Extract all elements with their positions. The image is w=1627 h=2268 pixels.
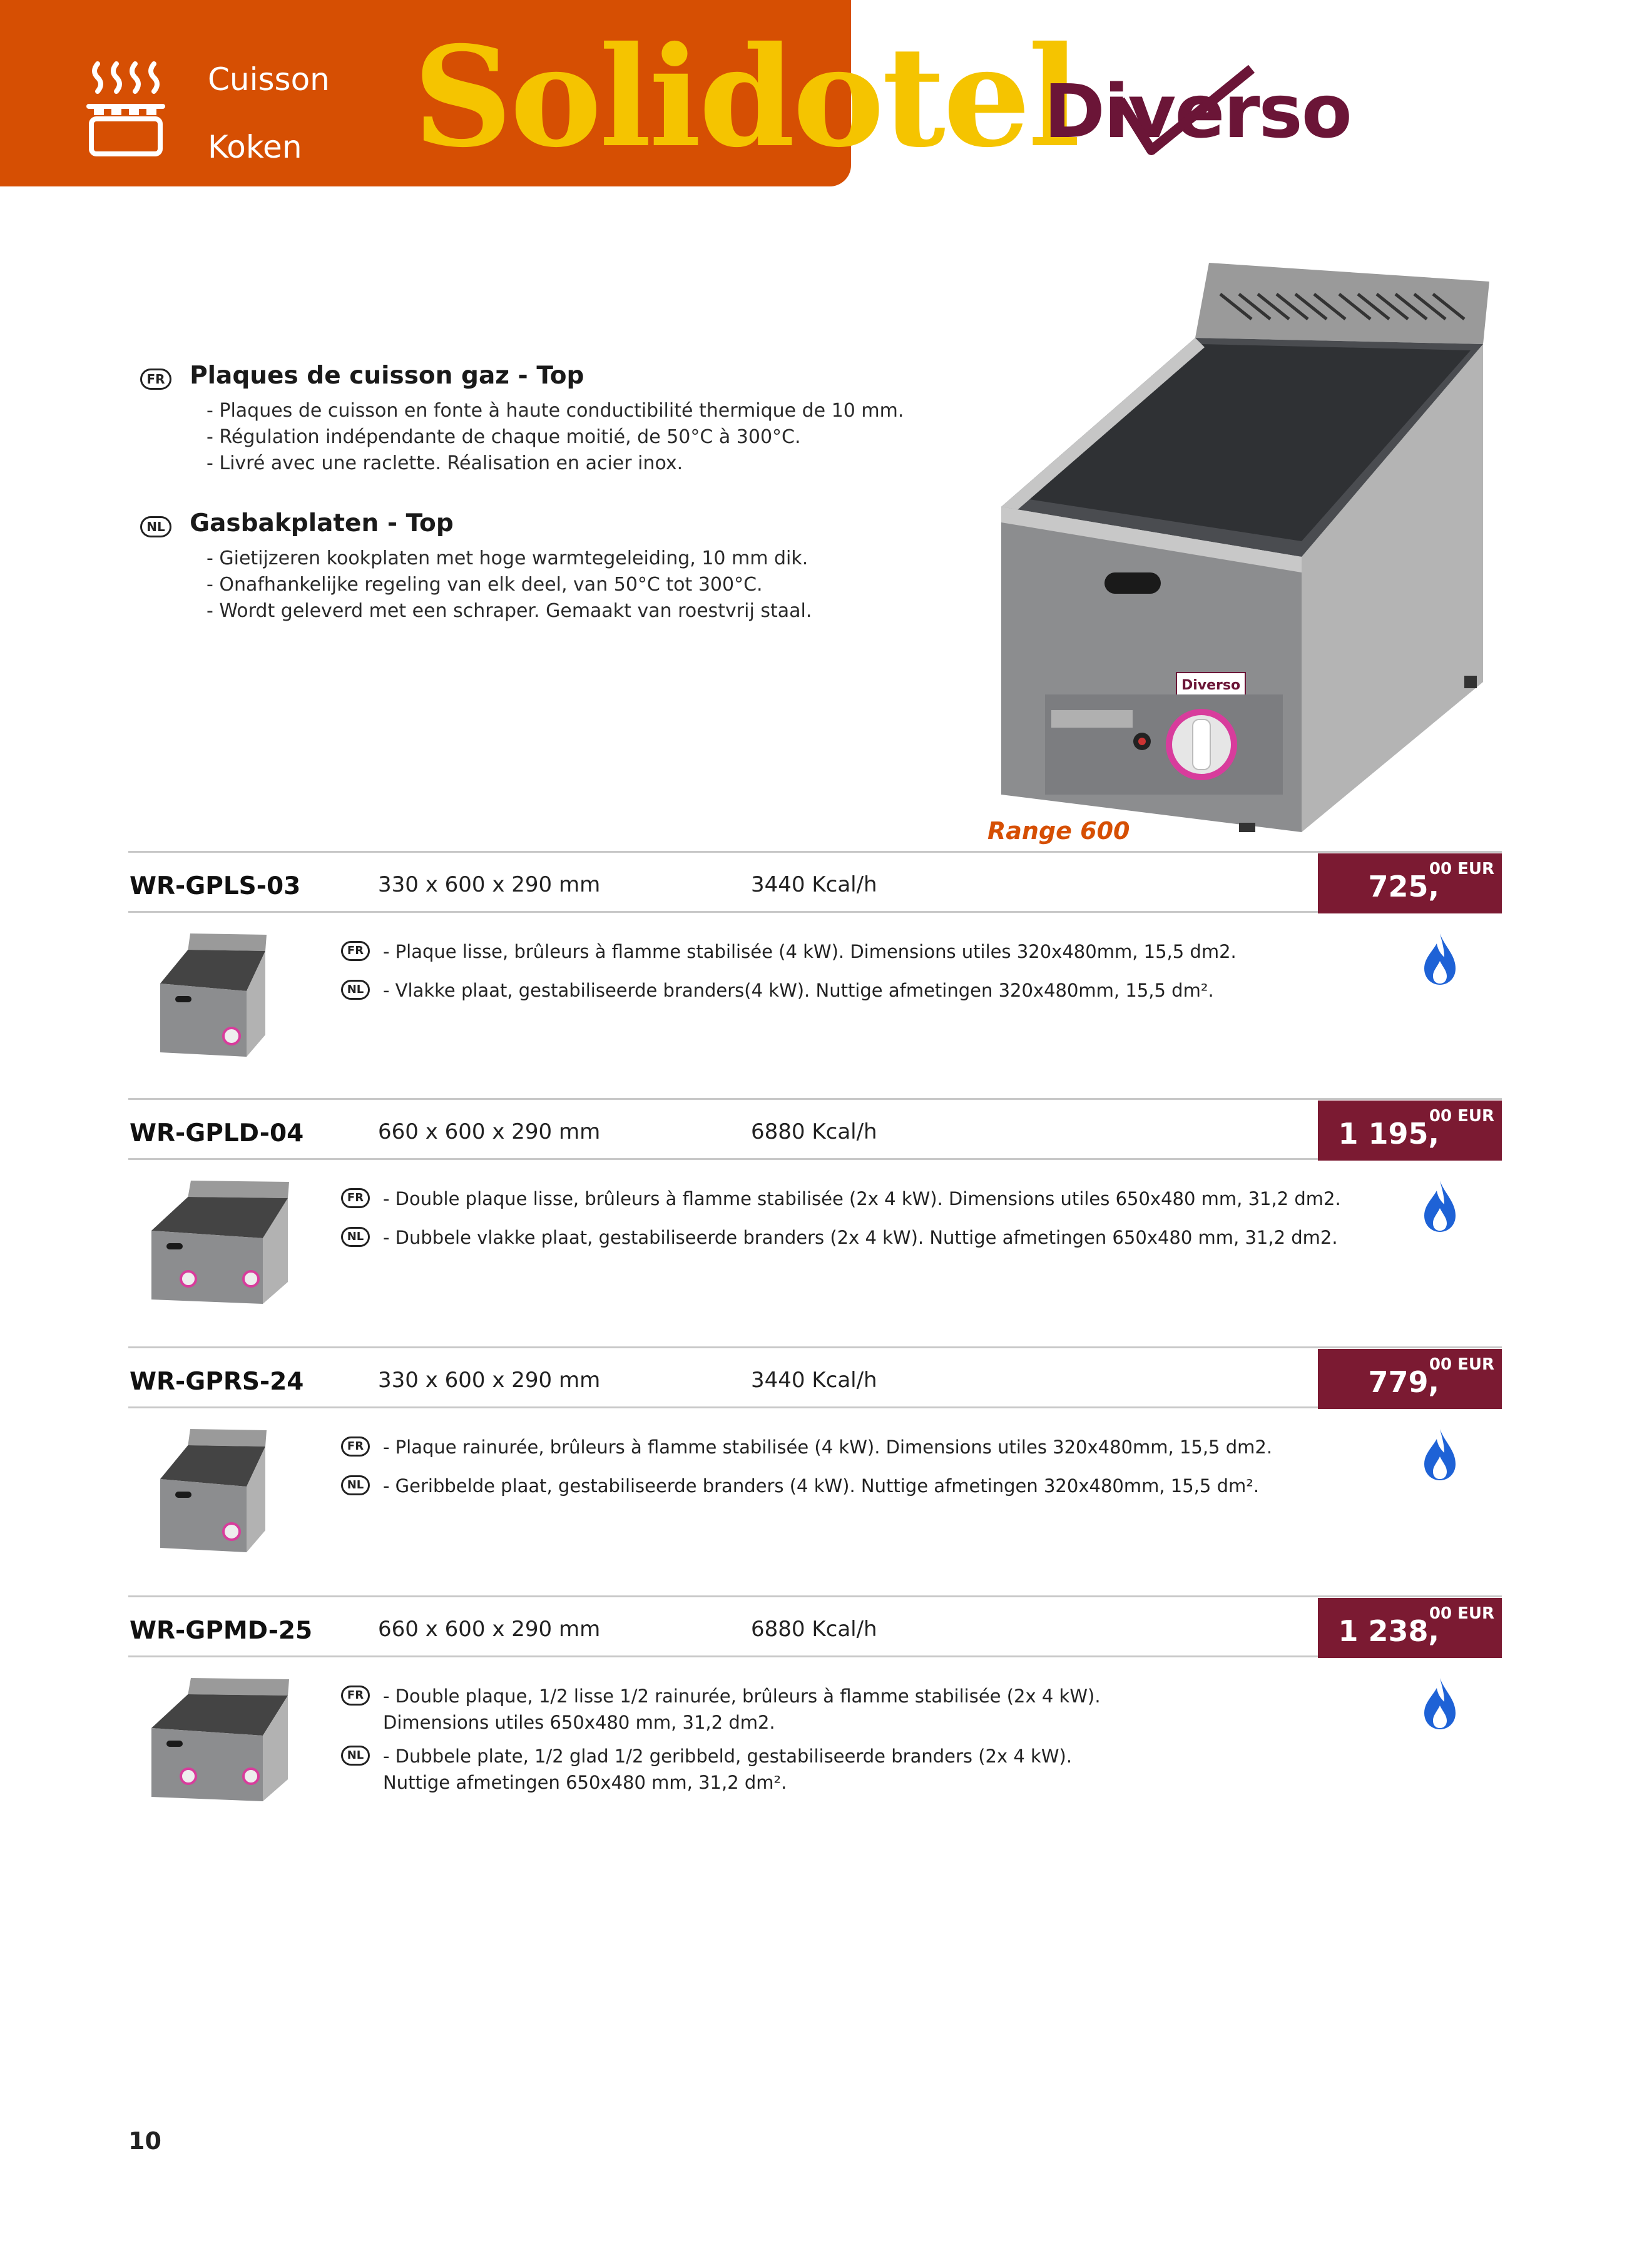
intro-fr-title: Plaques de cuisson gaz - Top — [190, 362, 584, 390]
intro-nl-lines — [207, 546, 812, 624]
desc-nl-line: Nuttige afmetingen 650x480 mm, 31,2 dm². — [383, 1772, 787, 1793]
row-divider — [128, 911, 1324, 913]
row-divider — [128, 1158, 1324, 1160]
intro-fr-line: - Livré avec une raclette. Réalisation en acier inox. — [207, 452, 683, 474]
product-power: 3440 Kcal/h — [751, 1368, 877, 1393]
hero-badge-text: Diverso — [1181, 678, 1241, 693]
price-currency: 00 EUR — [1429, 1604, 1494, 1623]
product-price: 1 195, — [1338, 1117, 1439, 1151]
price-currency: 00 EUR — [1429, 1107, 1494, 1126]
row-divider — [128, 1595, 1502, 1597]
desc-fr-text — [383, 1434, 1272, 1460]
price-box — [1318, 1598, 1502, 1658]
desc-nl-line: - Dubbele plate, 1/2 glad 1/2 geribbeld, gestabiliseerde branders (2x 4 kW). — [383, 1746, 1073, 1767]
header-category-nl: Koken — [208, 129, 302, 165]
checkmark-logo-icon — [1114, 56, 1258, 163]
desc-nl-text — [383, 1224, 1338, 1251]
product-dimensions: 660 x 600 x 290 mm — [378, 1617, 601, 1642]
desc-nl-block — [341, 980, 370, 1000]
desc-fr-block — [341, 1437, 370, 1457]
lang-badge-fr: FR — [140, 369, 171, 390]
lang-badge-nl: NL — [341, 1746, 370, 1766]
brand-logo-diverso: Diverso — [1044, 68, 1351, 155]
lang-badge-nl: NL — [341, 980, 370, 1000]
hero-griddle-image — [989, 257, 1489, 832]
product-dimensions: 660 x 600 x 290 mm — [378, 1119, 601, 1144]
lang-badge-fr: FR — [341, 1686, 370, 1706]
range-label: Range 600 — [987, 817, 1130, 845]
row-divider — [128, 1655, 1324, 1657]
gas-flame-icon — [1423, 1677, 1457, 1733]
product-sku: WR-GPMD-25 — [130, 1617, 313, 1645]
gas-flame-icon — [1423, 932, 1457, 989]
price-box — [1318, 1101, 1502, 1161]
gas-flame-icon — [1423, 1179, 1457, 1236]
row-divider — [128, 1406, 1324, 1408]
row-divider — [128, 1346, 1502, 1348]
desc-nl-text — [383, 1473, 1259, 1499]
gas-flame-icon — [1423, 1428, 1457, 1484]
desc-nl-line: - Geribbelde plaat, gestabiliseerde branders (4 kW). Nuttige afmetingen 320x480mm, 15,5 dm². — [383, 1475, 1260, 1497]
lang-badge-fr: FR — [341, 1437, 370, 1457]
product-sku: WR-GPLS-03 — [130, 872, 301, 900]
intro-fr-line: - Plaques de cuisson en fonte à haute conductibilité thermique de 10 mm. — [207, 400, 904, 422]
desc-nl-text — [383, 1743, 1072, 1796]
desc-fr-line: Dimensions utiles 650x480 mm, 31,2 dm2. — [383, 1712, 775, 1733]
product-sku: WR-GPRS-24 — [130, 1368, 304, 1396]
desc-fr-block — [341, 941, 370, 961]
desc-fr-block — [341, 1686, 370, 1706]
intro-nl-title: Gasbakplaten - Top — [190, 509, 454, 537]
intro-fr-line: - Régulation indépendante de chaque moitié, de 50°C à 300°C. — [207, 426, 801, 448]
header-category-fr: Cuisson — [208, 61, 330, 98]
intro-nl-block — [140, 509, 454, 537]
product-dimensions: 330 x 600 x 290 mm — [378, 872, 601, 897]
row-divider — [128, 851, 1502, 853]
product-thumbnail — [148, 1176, 292, 1309]
product-thumbnail — [156, 928, 269, 1062]
page-number: 10 — [128, 2127, 161, 2155]
intro-nl-line: - Gietijzeren kookplaten met hoge warmtegeleiding, 10 mm dik. — [207, 547, 808, 569]
desc-fr-text — [383, 1683, 1101, 1736]
lang-badge-fr: FR — [341, 941, 370, 961]
lang-badge-fr: FR — [341, 1188, 370, 1208]
intro-nl-line: - Onafhankelijke regeling van elk deel, van 50°C tot 300°C. — [207, 574, 763, 596]
product-sku: WR-GPLD-04 — [130, 1119, 304, 1147]
desc-fr-text — [383, 938, 1237, 965]
price-box — [1318, 1349, 1502, 1409]
desc-fr-line: - Plaque lisse, brûleurs à flamme stabilisée (4 kW). Dimensions utiles 320x480mm, 15,5 dm2. — [383, 941, 1237, 962]
price-currency: 00 EUR — [1429, 860, 1494, 878]
cooking-stove-icon — [85, 58, 166, 158]
product-power: 6880 Kcal/h — [751, 1617, 877, 1642]
desc-nl-text — [383, 977, 1214, 1004]
intro-fr-block — [140, 362, 584, 390]
product-thumbnail — [148, 1673, 292, 1807]
price-box — [1318, 853, 1502, 913]
brand-logo-solidotel: Solidotel — [413, 16, 1078, 178]
desc-fr-line: - Double plaque lisse, brûleurs à flamme stabilisée (2x 4 kW). Dimensions utiles 650x480 mm, 31,2 dm2. — [383, 1188, 1341, 1209]
intro-nl-line: - Wordt geleverd met een schraper. Gemaakt van roestvrij staal. — [207, 600, 812, 622]
product-price: 779, — [1368, 1365, 1439, 1399]
product-thumbnail — [156, 1424, 269, 1558]
desc-fr-line: - Plaque rainurée, brûleurs à flamme stabilisée (4 kW). Dimensions utiles 320x480mm, 15,5 dm2. — [383, 1437, 1273, 1458]
desc-fr-block — [341, 1188, 370, 1208]
product-power: 3440 Kcal/h — [751, 872, 877, 897]
desc-fr-text — [383, 1186, 1341, 1212]
lang-badge-nl: NL — [341, 1475, 370, 1495]
desc-nl-line: - Dubbele vlakke plaat, gestabiliseerde branders (2x 4 kW). Nuttige afmetingen 650x480 mm, 31,2 dm2. — [383, 1227, 1338, 1248]
lang-badge-nl: NL — [341, 1227, 370, 1247]
product-price: 725, — [1368, 870, 1439, 903]
product-price: 1 238, — [1338, 1614, 1439, 1648]
desc-fr-line: - Double plaque, 1/2 lisse 1/2 rainurée, brûleurs à flamme stabilisée (2x 4 kW). — [383, 1686, 1101, 1707]
desc-nl-block — [341, 1746, 370, 1766]
desc-nl-block — [341, 1475, 370, 1495]
lang-badge-nl: NL — [140, 516, 171, 537]
product-dimensions: 330 x 600 x 290 mm — [378, 1368, 601, 1393]
price-currency: 00 EUR — [1429, 1355, 1494, 1374]
desc-nl-line: - Vlakke plaat, gestabiliseerde branders(4 kW). Nuttige afmetingen 320x480mm, 15,5 dm². — [383, 980, 1214, 1001]
intro-fr-lines — [207, 398, 904, 477]
product-power: 6880 Kcal/h — [751, 1119, 877, 1144]
row-divider — [128, 1098, 1502, 1100]
desc-nl-block — [341, 1227, 370, 1247]
